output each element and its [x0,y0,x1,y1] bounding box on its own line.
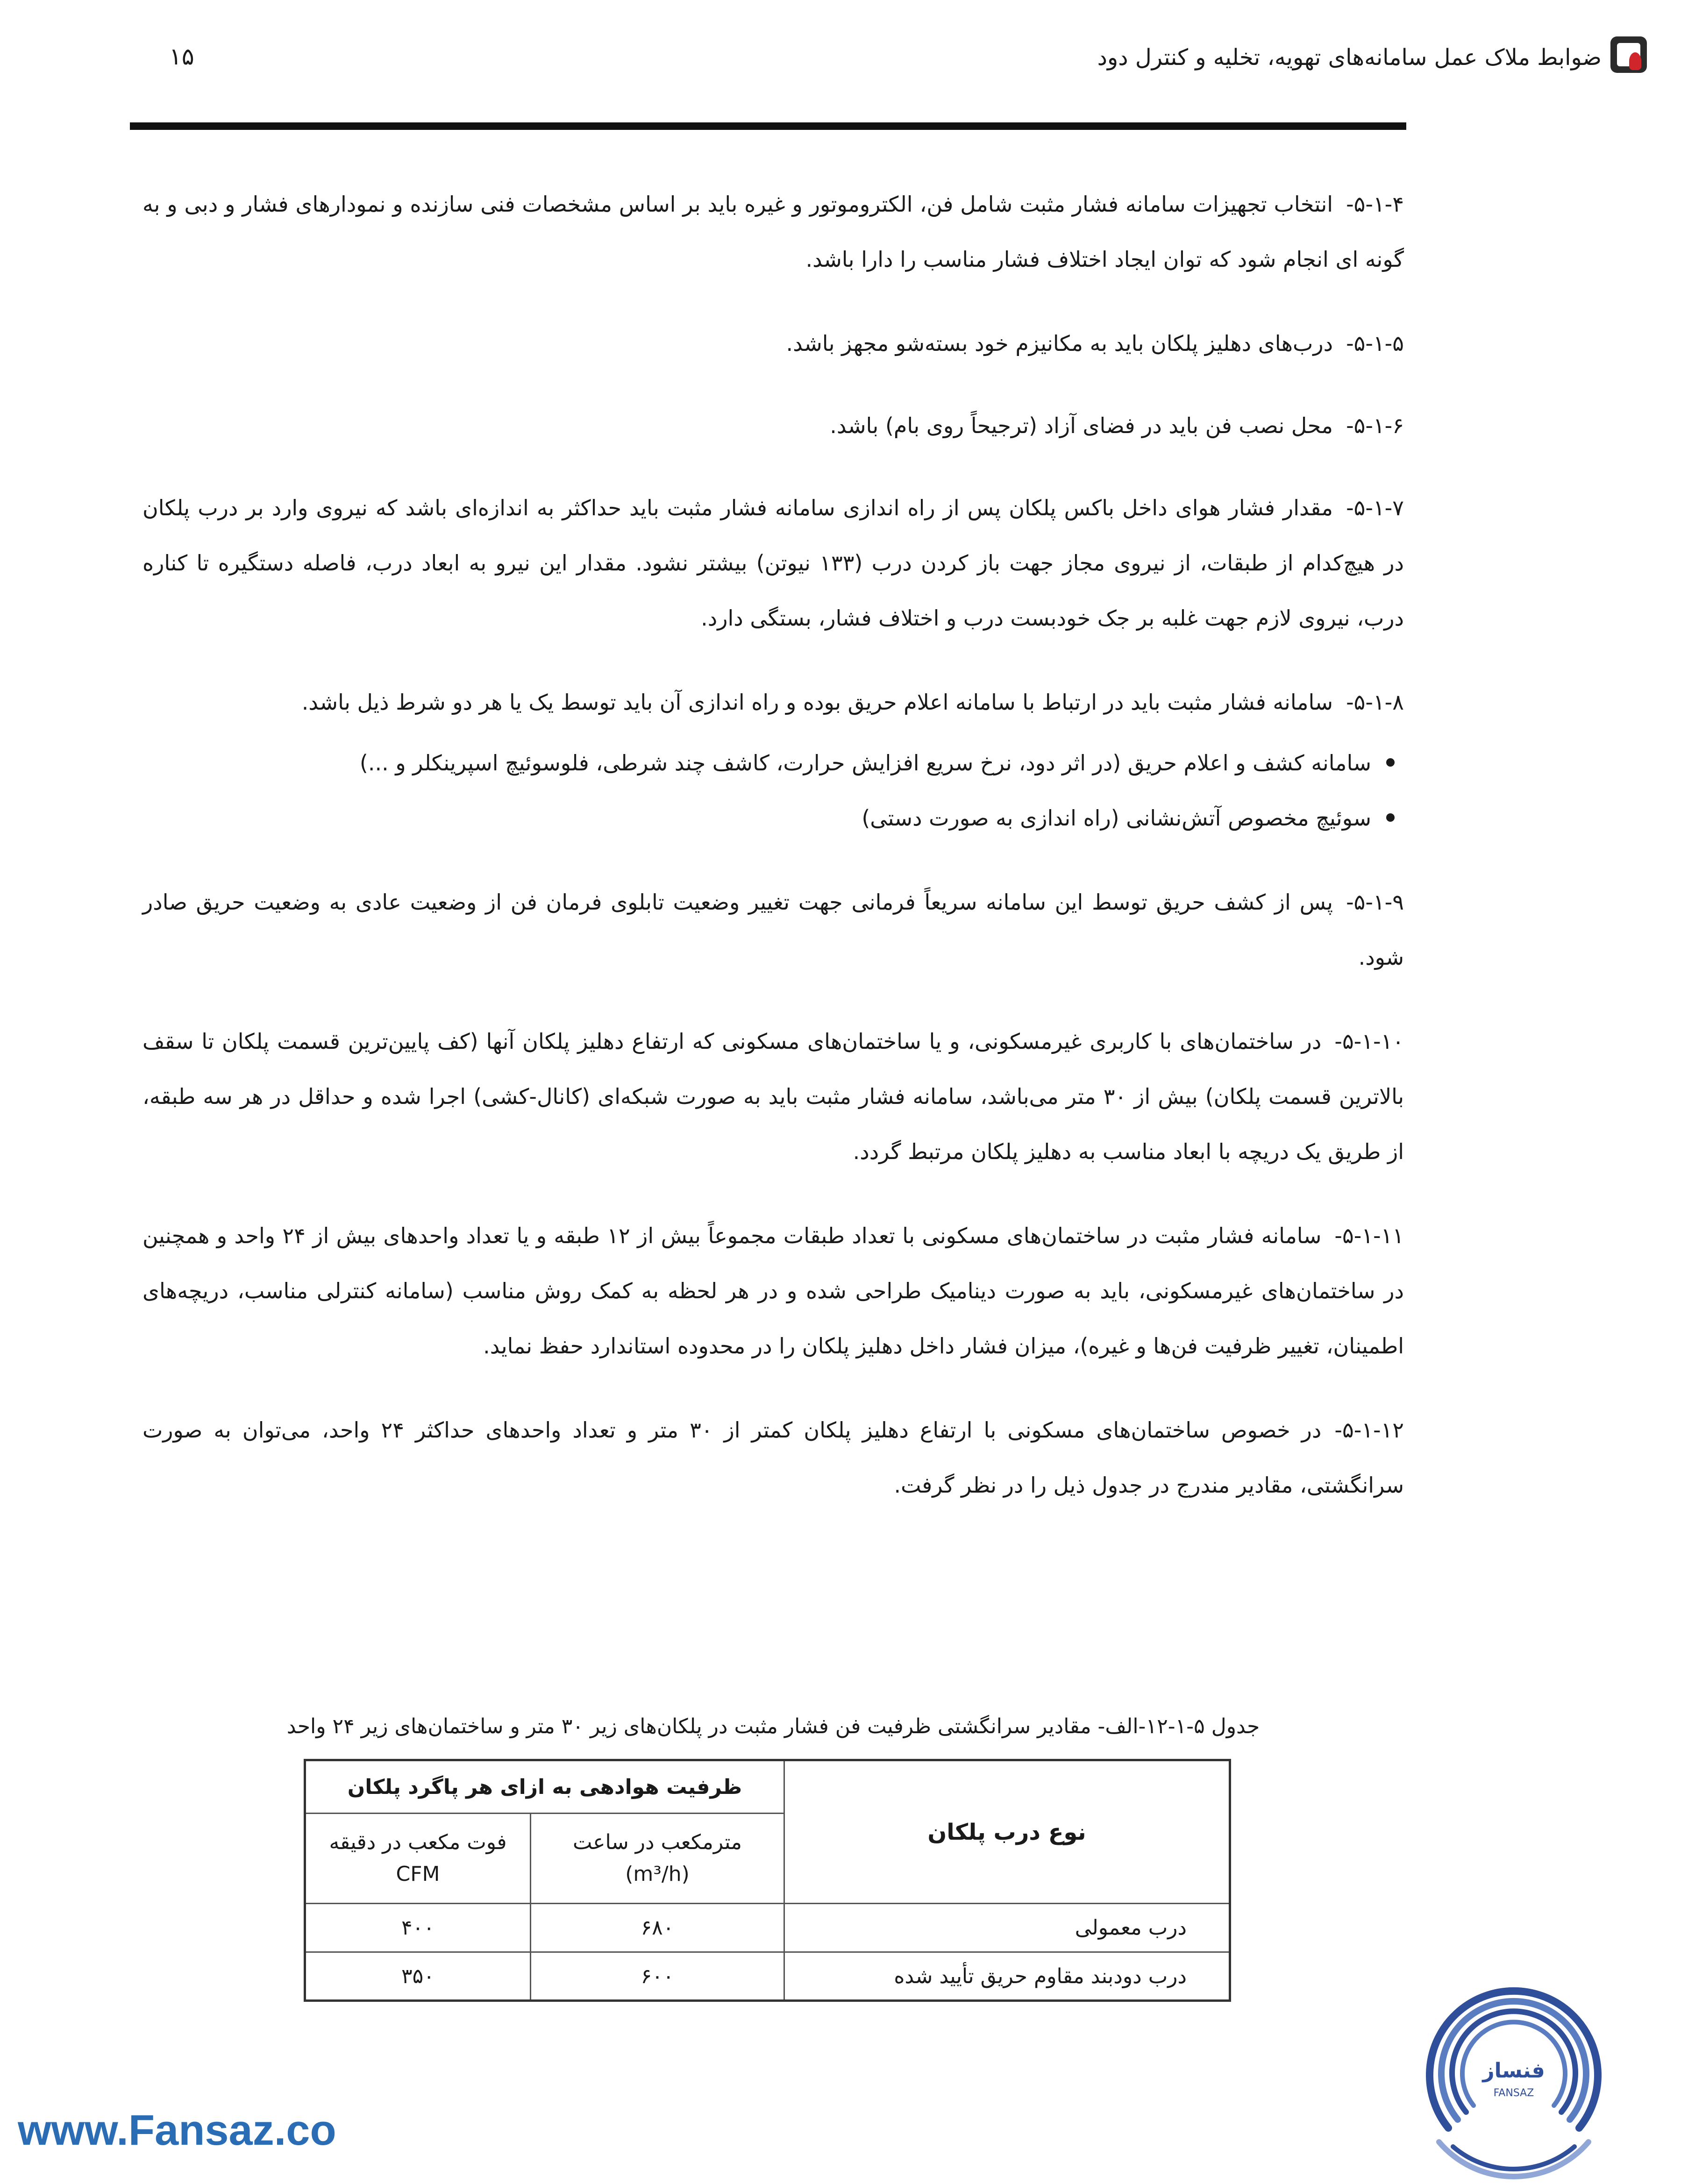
document-body [142,177,1404,1542]
paragraph-5-1-9 [142,875,1404,985]
paragraph-5-1-10 [142,1014,1404,1179]
clause-number: ۵-۱-۱۰- [1334,1029,1404,1054]
clause-number: ۵-۱-۱۲- [1334,1417,1404,1443]
header-door-type: نوع درب پلکان [784,1760,1230,1904]
logo-text-fa: فنساز [1482,2059,1545,2083]
clause-number: ۵-۱-۸- [1346,690,1404,715]
paragraph-text: در خصوص ساختمان‌های مسکونی با ارتفاع دهلیز پلکان کمتر از ۳۰ متر و تعداد واحدهای حداکثر ۲۴ واحد، می‌توان به صورت سرانگشتی، مقادیر مندرج در جدول ذیل را در نظر گرفت. [142,1417,1404,1498]
header-cfm [305,1814,531,1904]
paragraph-text: سامانه فشار مثبت باید در ارتباط با سامانه اعلام حریق بوده و راه اندازی آن باید توسط یک یا هر دو شرط ذیل باشد. [301,690,1333,715]
clause-number: ۵-۱-۹- [1346,889,1404,915]
cell-door-type: درب دودبند مقاوم حریق تأیید شده [784,1952,1230,2001]
paragraph-text: مقدار فشار هوای داخل باکس پلکان پس از راه اندازی سامانه فشار مثبت باید حداکثر به اندازه‌ای باشد که نیروی وارد بر درب پلکان در هیچ‌کدام از طبقات، از نیروی مجاز جهت باز کردن درب (۱۳۳ نیوتن) بیشتر نشود. مقدار این نیرو به ابعاد درب، فاصله دستگیره تا کناره درب، نیروی لازم جهت غلبه بر جک خودبست درب و اختلاف فشار، بستگی دارد. [142,495,1404,631]
cell-m3h: ۶۰۰ [531,1952,784,2001]
clause-number: ۵-۱-۱۱- [1334,1223,1404,1248]
clause-number: ۵-۱-۵- [1346,331,1404,356]
header-cfm-label: فوت مکعب در دقیقه [329,1830,507,1854]
logo-text-en: FANSAZ [1493,2087,1534,2099]
paragraph-5-1-12 [142,1402,1404,1513]
paragraph-5-1-11 [142,1208,1404,1373]
table-row [305,1904,1230,1952]
header-logo-icon [1610,36,1647,73]
paragraph-text: انتخاب تجهیزات سامانه فشار مثبت شامل فن، الکتروموتور و غیره باید بر اساس مشخصات فنی سازنده و نمودارهای فشار و دبی و به گونه ای انجام شود که توان ایجاد اختلاف فشار مناسب را دارا باشد. [142,192,1404,272]
fansaz-logo-icon [1411,1974,1617,2179]
list-item: سامانه کشف و اعلام حریق (در اثر دود، نرخ سریع افزایش حرارت، کاشف چند شرطی، فلوسوئیچ اسپرینکلر و ...) [142,735,1371,790]
paragraph-5-1-8 [142,675,1404,730]
header-capacity-group: ظرفیت هوادهی به ازای هر پاگرد پلکان [305,1760,784,1814]
header-title: ضوابط ملاک عمل سامانه‌های تهویه، تخلیه و کنترل دود [1097,44,1602,71]
header-divider [130,122,1406,130]
paragraph-text: درب‌های دهلیز پلکان باید به مکانیزم خود بسته‌شو مجهز باشد. [786,331,1333,356]
page-number: ۱۵ [169,43,194,70]
fan-capacity-table [304,1759,1231,2002]
clause-number: ۵-۱-۴- [1346,192,1404,217]
header-cfm-unit: CFM [396,1862,440,1886]
paragraph-text: در ساختمان‌های با کاربری غیرمسکونی، و یا ساختمان‌های مسکونی که ارتفاع دهلیز پلکان آنها (کف پایین‌ترین قسمت پلکان تا سقف بالاترین قسمت پلکان) بیش از ۳۰ متر می‌باشد، سامانه فشار مثبت باید به صورت شبکه‌ای (کانال-کشی) اجرا شده و حداقل در هر سه طبقه، از طریق یک دریچه با ابعاد مناسب به دهلیز پلکان مرتبط گردد. [142,1029,1404,1164]
clause-number: ۵-۱-۷- [1346,495,1404,520]
cell-cfm: ۴۰۰ [305,1904,531,1952]
clause-number: ۵-۱-۶- [1346,413,1404,438]
table-row [305,1952,1230,2001]
paragraph-text: سامانه فشار مثبت در ساختمان‌های مسکونی با تعداد طبقات مجموعاً بیش از ۱۲ طبقه و یا تعداد واحدهای بیش از ۲۴ واحد و همچنین در ساختمان‌های غیرمسکونی، باید به صورت دینامیک طراحی شده و در هر لحظه به کمک روش مناسب (سامانه کنترلی مناسب، دریچه‌های اطمینان، تغییر ظرفیت فن‌ها و غیره)، میزان فشار داخل دهلیز پلکان را در محدوده استاندارد حفظ نماید. [142,1223,1404,1359]
header-m3h-unit: (m³/h) [625,1862,690,1886]
header-m3h [531,1814,784,1904]
paragraph-5-1-7 [142,480,1404,646]
cell-m3h: ۶۸۰ [531,1904,784,1952]
conditions-list [142,735,1404,846]
list-item: سوئیچ مخصوص آتش‌نشانی (راه اندازی به صورت دستی) [142,790,1371,846]
table-caption: جدول ۵-۱-۱۲-الف- مقادیر سرانگشتی ظرفیت فن فشار مثبت در پلکان‌های زیر ۳۰ متر و ساختمان‌های زیر ۲۴ واحد [286,1714,1260,1738]
paragraph-5-1-4 [142,177,1404,287]
paragraph-5-1-6 [142,398,1404,453]
cell-door-type: درب معمولی [784,1904,1230,1952]
paragraph-text: محل نصب فن باید در فضای آزاد (ترجیحاً روی بام) باشد. [830,413,1333,438]
paragraph-5-1-5 [142,316,1404,371]
paragraph-text: پس از کشف حریق توسط این سامانه سریعاً فرمانی جهت تغییر وضعیت تابلوی فرمان فن از وضعیت عادی به وضعیت حریق صادر شود. [142,889,1404,970]
cell-cfm: ۳۵۰ [305,1952,531,2001]
header-m3h-label: مترمکعب در ساعت [573,1830,742,1854]
footer-website-link[interactable]: www.Fansaz.co [18,2106,336,2154]
